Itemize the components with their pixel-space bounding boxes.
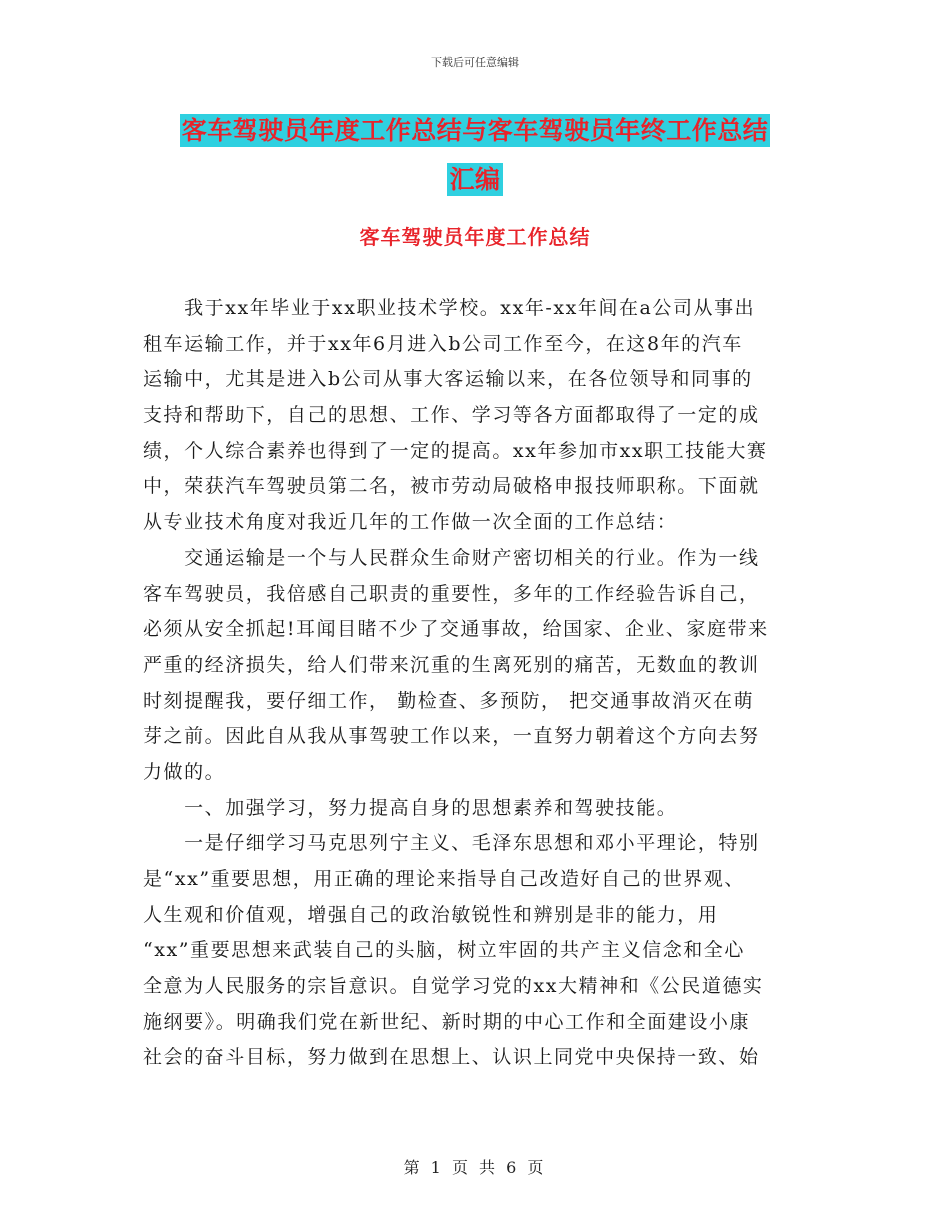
body-text-line: 是“xx”重要思想，用正确的理论来指导自己改造好自己的世界观、 <box>143 868 745 890</box>
body-text-line: “xx”重要思想来武装自己的头脑，树立牢固的共产主义信念和全心 <box>143 939 745 962</box>
body-text-line: 社会的奋斗目标，努力做到在思想上、认识上同党中央保持一致、始 <box>143 1046 760 1069</box>
document-title <box>0 110 950 201</box>
body-text-line: 中，荣获汽车驾驶员第二名，被市劳动局破格申报技师职称。下面就 <box>143 475 760 498</box>
body-text-line: 绩，个人综合素养也得到了一定的提高。xx年参加市xx职工技能大赛 <box>143 439 768 462</box>
body-text-line: 力做的。 <box>143 760 226 783</box>
body-text-line: 必须从安全抓起!耳闻目睹不少了交通事故，给国家、企业、家庭带来 <box>143 618 769 641</box>
body-text-line: 施纲要》。明确我们党在新世纪、新时期的中心工作和全面建设小康 <box>143 1010 751 1033</box>
body-text-line: 一是仔细学习马克思列宁主义、毛泽东思想和邓小平理论，特别 <box>143 832 760 855</box>
body-text-line: 时刻提醒我，要仔细工作， 勤检查、多预防， 把交通事故消灭在萌 <box>143 689 755 712</box>
body-text <box>143 291 808 1076</box>
body-text-line: 全意为人民服务的宗旨意识。自觉学习党的xx大精神和《公民道德实 <box>143 975 764 998</box>
page-footer: 第 1 页 共 6 页 <box>403 1158 547 1177</box>
document-title-line-1: 客车驾驶员年度工作总结与客车驾驶员年终工作总结 <box>181 116 769 145</box>
body-text-line: 人生观和价值观，增强自己的政治敏锐性和辨别是非的能力，用 <box>143 903 719 926</box>
body-text-line: 从专业技术角度对我近几年的工作做一次全面的工作总结： <box>143 511 678 534</box>
section-title: 客车驾驶员年度工作总结 <box>359 225 591 249</box>
body-text-line: 支持和帮助下，自己的思想、工作、学习等各方面都取得了一定的成 <box>143 404 760 427</box>
body-text-line: 运输中，尤其是进入b公司从事大客运输以来，在各位领导和同事的 <box>143 368 753 391</box>
body-text-line: 客车驾驶员，我倍感自己职责的重要性，多年的工作经验告诉自己， <box>143 582 760 605</box>
body-text-line: 租车运输工作，并于xx年6月进入b公司工作至今，在这8年的汽车 <box>143 332 743 355</box>
body-text-line: 交通运输是一个与人民群众生命财产密切相关的行业。作为一线 <box>143 546 760 569</box>
page-header-note: 下载后可任意编辑 <box>431 56 519 69</box>
document-title-line-2: 汇编 <box>449 165 501 194</box>
body-text-line: 严重的经济损失，给人们带来沉重的生离死别的痛苦，无数血的教训 <box>143 653 760 676</box>
body-text-line: 一、加强学习，努力提高自身的思想素养和驾驶技能。 <box>143 796 678 819</box>
body-text-line: 我于xx年毕业于xx职业技术学校。xx年-xx年间在a公司从事出 <box>143 297 756 319</box>
body-text-line: 芽之前。因此自从我从事驾驶工作以来，一直努力朝着这个方向去努 <box>143 725 760 748</box>
